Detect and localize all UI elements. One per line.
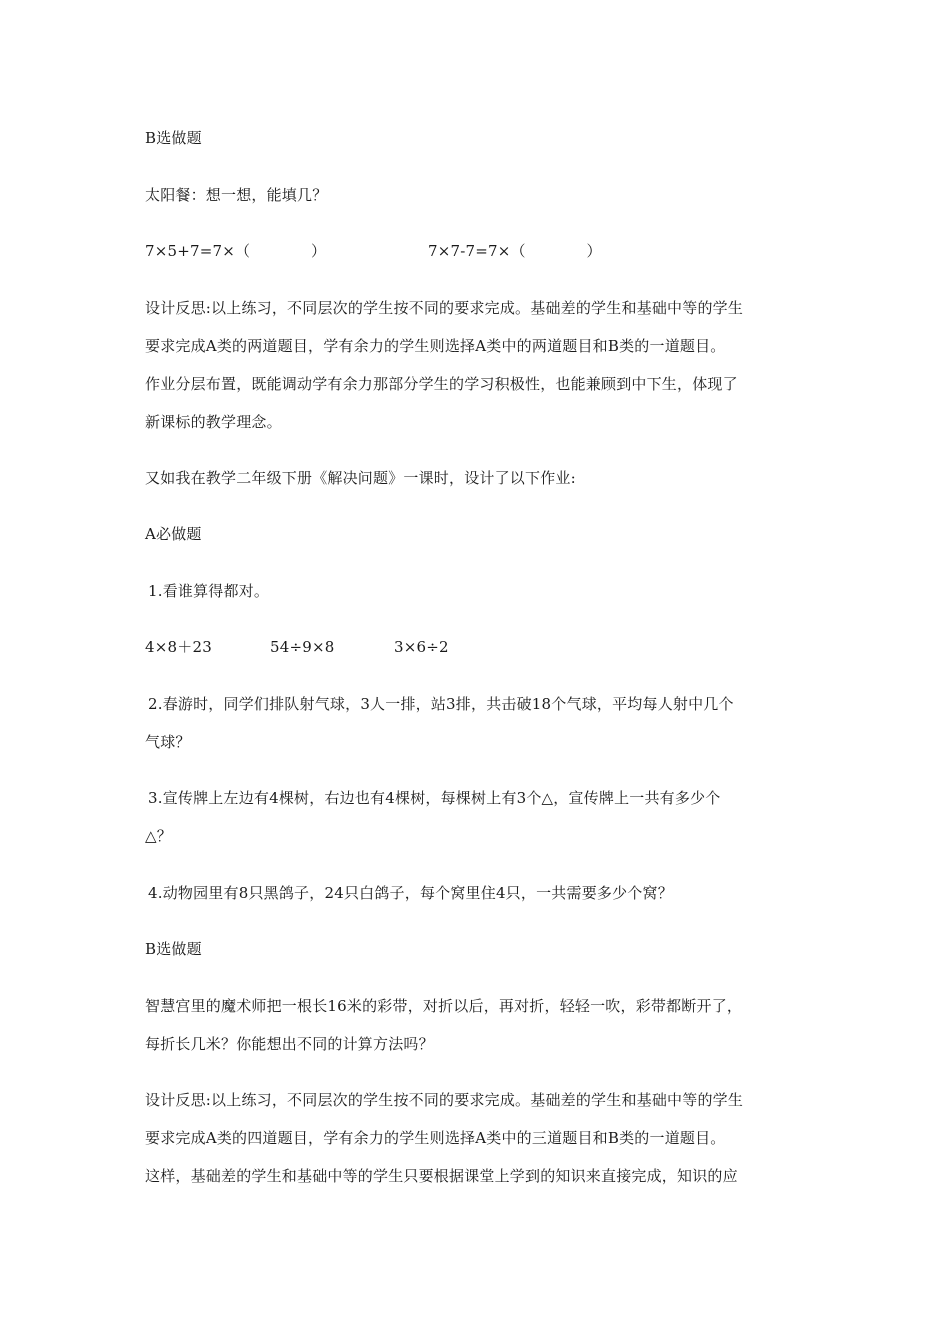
q1-expr-2: 54÷9×8 (270, 638, 335, 656)
question-1: 1.看谁算得都对。 (148, 582, 270, 600)
q1-expr-3: 3×6÷2 (394, 638, 449, 656)
reflection-2-line-2: 要求完成A类的四道题目，学有余力的学生则选择A类中的三道题目和B类的一道题目。 (145, 1129, 726, 1147)
question-2-line-2: 气球？ (145, 733, 191, 751)
b-optional-heading: B选做题 (145, 129, 202, 147)
q1-expr-1: 4×8＋23 (145, 638, 212, 656)
b-optional-heading-2: B选做题 (145, 940, 202, 958)
question-3-line-2: △？ (145, 827, 172, 845)
reflection-1-line-2: 要求完成A类的两道题目，学有余力的学生则选择A类中的两道题目和B类的一道题目。 (145, 337, 726, 355)
reflection-2-line-1: 设计反思:以上练习，不同层次的学生按不同的要求完成。基础差的学生和基础中等的学生 (145, 1091, 744, 1109)
b-question-line-2: 每折长几米？你能想出不同的计算方法吗？ (145, 1035, 434, 1053)
example-intro: 又如我在教学二年级下册《解决问题》一课时，设计了以下作业: (145, 469, 576, 487)
b-question-line-1: 智慧宫里的魔术师把一根长16米的彩带，对折以后，再对折，轻轻一吹，彩带都断开了， (145, 997, 743, 1015)
reflection-1-line-4: 新课标的教学理念。 (145, 413, 282, 431)
question-2-line-1: 2.春游时，同学们排队射气球，3人一排，站3排，共击破18个气球，平均每人射中几个 (148, 695, 734, 713)
equation-2: 7×7-7=7×（ ） (428, 242, 602, 260)
question-3-line-1: 3.宣传牌上左边有4棵树，右边也有4棵树，每棵树上有3个△，宣传牌上一共有多少个 (148, 789, 721, 807)
question-4: 4.动物园里有8只黑鸽子，24只白鸽子，每个窝里住4只，一共需要多少个窝？ (148, 884, 673, 902)
reflection-1-line-3: 作业分层布置，既能调动学有余力那部分学生的学习积极性，也能兼顾到中下生，体现了 (145, 375, 738, 393)
sun-meal-prompt: 太阳餐：想一想，能填几？ (145, 186, 328, 204)
reflection-1-line-1: 设计反思:以上练习，不同层次的学生按不同的要求完成。基础差的学生和基础中等的学生 (145, 299, 744, 317)
reflection-2-line-3: 这样，基础差的学生和基础中等的学生只要根据课堂上学到的知识来直接完成，知识的应 (145, 1167, 738, 1185)
a-required-heading: A必做题 (145, 525, 202, 543)
equation-1: 7×5+7=7×（ ） (145, 242, 327, 260)
